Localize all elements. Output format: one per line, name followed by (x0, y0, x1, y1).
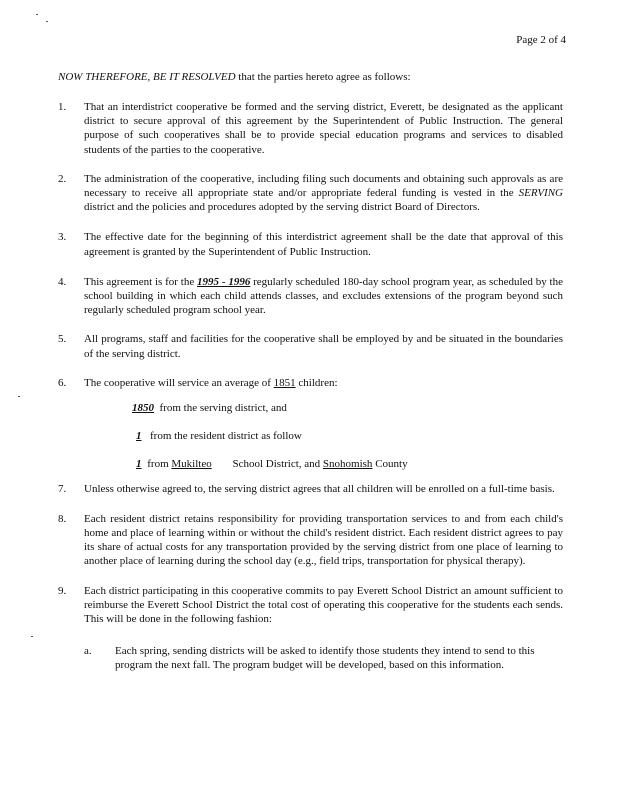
resident-text: from the resident district as follow (144, 430, 302, 443)
subitem-letter: a. (84, 645, 92, 658)
scan-speck (46, 21, 48, 22)
serving-emphasis: SERVING (518, 187, 563, 200)
district-name: Mukilteo (171, 458, 212, 471)
clause-4 (58, 275, 563, 318)
clause-number: 5. (58, 333, 67, 346)
serving-count: 1850 (132, 402, 154, 415)
serving-text: from the serving district, and (154, 402, 287, 415)
clause-text: Each resident district retains responsibility for providing transportation services to and from each child's home and place of learning within or without the child's resident district. Each resident district agrees to pay its share of actual costs for any transportation provided by the serving district from one place of learning to another place of learning during the school day (e.g., field trips, transportation for physical therapy). (84, 512, 563, 568)
resident-count: 1 (136, 430, 142, 443)
clause-1 (58, 100, 563, 157)
county-name: Snohomish (322, 458, 373, 471)
clause-7 (58, 482, 563, 496)
children-breakdown-serving (84, 401, 563, 415)
clause-9 (58, 584, 563, 673)
resolution-intro (58, 71, 563, 83)
clause-number: 7. (58, 482, 67, 495)
clause-number: 9. (58, 584, 67, 597)
children-breakdown-resident (84, 429, 563, 443)
district-count: 1 (136, 458, 142, 471)
clause-number: 1. (58, 101, 67, 113)
clause-9-subitem-a (84, 644, 570, 672)
clause-text-end: children: (295, 376, 338, 389)
clause-3 (58, 230, 563, 258)
clause-8 (58, 512, 563, 569)
clause-text-end: district and the policies and procedures adopted by the serving district Board of Directors. (84, 201, 480, 214)
clause-text: This agreement is for the (84, 275, 198, 288)
agreement-clauses (58, 100, 563, 673)
clause-2 (58, 172, 563, 215)
clause-number: 3. (58, 231, 67, 244)
clause-text: The administration of the cooperative, including filing such documents and obtaining such approvals as are necessary to receive all appropriate state and/or appropriate federal funding is vested in the (84, 172, 563, 200)
subitem-text: Each spring, sending districts will be asked to identify those students they intend to send to this program the next fall. The program budget will be developed, based on this information. (115, 645, 535, 672)
clause-text: The effective date for the beginning of this interdistrict agreement shall be the date that approval of this agreement is granted by the Superintendent of Public Instruction. (84, 231, 563, 258)
clause-number: 8. (58, 512, 67, 525)
county-end: County (372, 458, 408, 471)
clause-6 (58, 376, 563, 472)
clause-text: Unless otherwise agreed to, the serving district agrees that all children will be enrolled on a full-time basis. (84, 482, 555, 495)
intro-rest: that the parties hereto agree as follows: (235, 71, 411, 83)
scan-speck (18, 396, 20, 397)
clause-text: All programs, staff and facilities for the cooperative shall be employed by and be situated in the boundaries of the serving district. (84, 333, 563, 360)
children-breakdown-district (84, 457, 563, 471)
clause-5 (58, 332, 563, 360)
resolved-phrase: NOW THEREFORE, BE IT RESOLVED (58, 71, 236, 83)
scan-speck (36, 14, 38, 15)
page-number: Page 2 of 4 (516, 34, 566, 46)
clause-text: That an interdistrict cooperative be formed and the serving district, Everett, be designated as the applicant district to secure approval of this agreement by the Superintendent of Public Instruction. The general purpose of such cooperatives shall be to provide special education programs and services to disabled students of the parties to the cooperative. (84, 101, 563, 156)
district-after: School District, and (229, 458, 323, 471)
children-count: 1851 (273, 376, 296, 389)
clause-text: Each district participating in this cooperative commits to pay Everett School District an amount sufficient to reimburse the Everett School District the total cost of operating this cooperative for the students each sends. This will be done in the following fashion: (84, 584, 563, 626)
clause-number: 2. (58, 172, 67, 185)
program-year: 1995 - 1996 (197, 275, 251, 288)
clause-text: The cooperative will service an average of (84, 376, 274, 389)
scan-speck (31, 636, 33, 637)
clause-number: 6. (58, 376, 67, 389)
clause-text-end: regularly scheduled 180-day school program year, as scheduled by the school building in which each child attends classes, and excludes extensions of the program beyond such regularly scheduled program school year. (84, 275, 563, 317)
district-from: from (144, 458, 172, 471)
clause-number: 4. (58, 275, 67, 288)
